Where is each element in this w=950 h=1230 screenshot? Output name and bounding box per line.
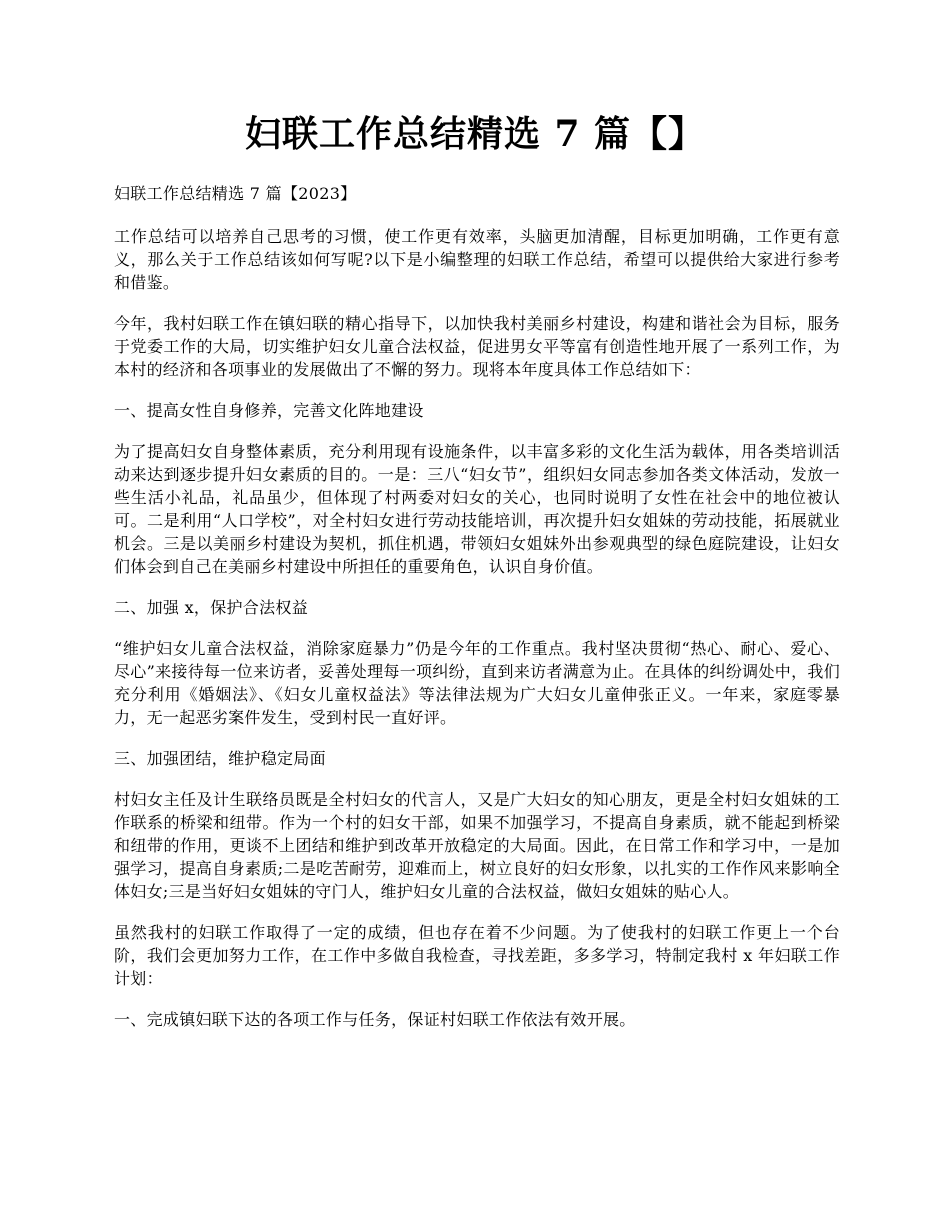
overview-paragraph: 今年，我村妇联工作在镇妇联的精心指导下，以加快我村美丽乡村建设，构建和谐社会为目标，服务于党委工作的大局，切实维护妇女儿童合法权益，促进男女平等富有创造性地开展了一系列工作，为本村的经济和各项事业的发展做出了不懈的努力。现将本年度具体工作总结如下： [114, 314, 840, 379]
document-title: 妇联工作总结精选 7 篇【】 [244, 113, 706, 155]
section-heading-2: 二、加强 x，保护合法权益 [114, 598, 309, 617]
document-subtitle: 妇联工作总结精选 7 篇【2023】 [114, 184, 357, 203]
section-heading-3: 三、加强团结，维护稳定局面 [114, 749, 326, 768]
section-paragraph-3: 村妇女主任及计生联络员既是全村妇女的代言人，又是广大妇女的知心朋友，更是全村妇女姐妹的工作联系的桥梁和纽带。作为一个村的妇女干部，如果不加强学习，不提高自身素质，就不能起到桥梁和纽带的作用，更谈不上团结和维护到改革开放稳定的大局面。因此，在日常工作和学习中，一是加强学习，提高自身素质;二是吃苦耐劳，迎难而上，树立良好的妇女形象，以扎实的工作作风来影响全体妇女;三是当好妇女姐妹的守门人，维护妇女儿童的合法权益，做妇女姐妹的贴心人。 [114, 790, 840, 901]
section-paragraph-1: 为了提高妇女自身整体素质，充分利用现有设施条件，以丰富多彩的文化生活为载体，用各类培训活动来达到逐步提升妇女素质的目的。一是：三八“妇女节”，组织妇女同志参加各类文体活动，发放一些生活小礼品，礼品虽少，但体现了村两委对妇女的关心，也同时说明了女性在社会中的地位被认可。二是利用“人口学校”，对全村妇女进行劳动技能培训，再次提升妇女姐妹的劳动技能，拓展就业机会。三是以美丽乡村建设为契机，抓住机遇，带领妇女姐妹外出参观典型的绿色庭院建设，让妇女们体会到自己在美丽乡村建设中所担任的重要角色，认识自身价值。 [114, 442, 840, 576]
intro-paragraph: 工作总结可以培养自己思考的习惯，使工作更有效率，头脑更加清醒，目标更加明确，工作更有意义，那么关于工作总结该如何写呢?以下是小编整理的妇联工作总结，希望可以提供给大家进行参考和借鉴。 [114, 227, 840, 292]
section-heading-1: 一、提高女性自身修养，完善文化阵地建设 [114, 401, 424, 420]
plan-item-1: 一、完成镇妇联下达的各项工作与任务，保证村妇联工作依法有效开展。 [114, 1010, 636, 1029]
plan-paragraph: 虽然我村的妇联工作取得了一定的成绩，但也存在着不少问题。为了使我村的妇联工作更上一个台阶，我们会更加努力工作，在工作中多做自我检查，寻找差距，多多学习，特制定我村 x 年妇联工作计划： [114, 923, 840, 988]
section-paragraph-2: “维护妇女儿童合法权益，消除家庭暴力”仍是今年的工作重点。我村坚决贯彻“热心、耐心、爱心、尽心”来接待每一位来访者，妥善处理每一项纠纷，直到来访者满意为止。在具体的纠纷调处中，我们充分利用《婚姻法》、《妇女儿童权益法》等法律法规为广大妇女儿童伸张正义。一年来，家庭零暴力，无一起恶劣案件发生，受到村民一直好评。 [114, 639, 840, 727]
document-body [114, 182, 840, 1049]
